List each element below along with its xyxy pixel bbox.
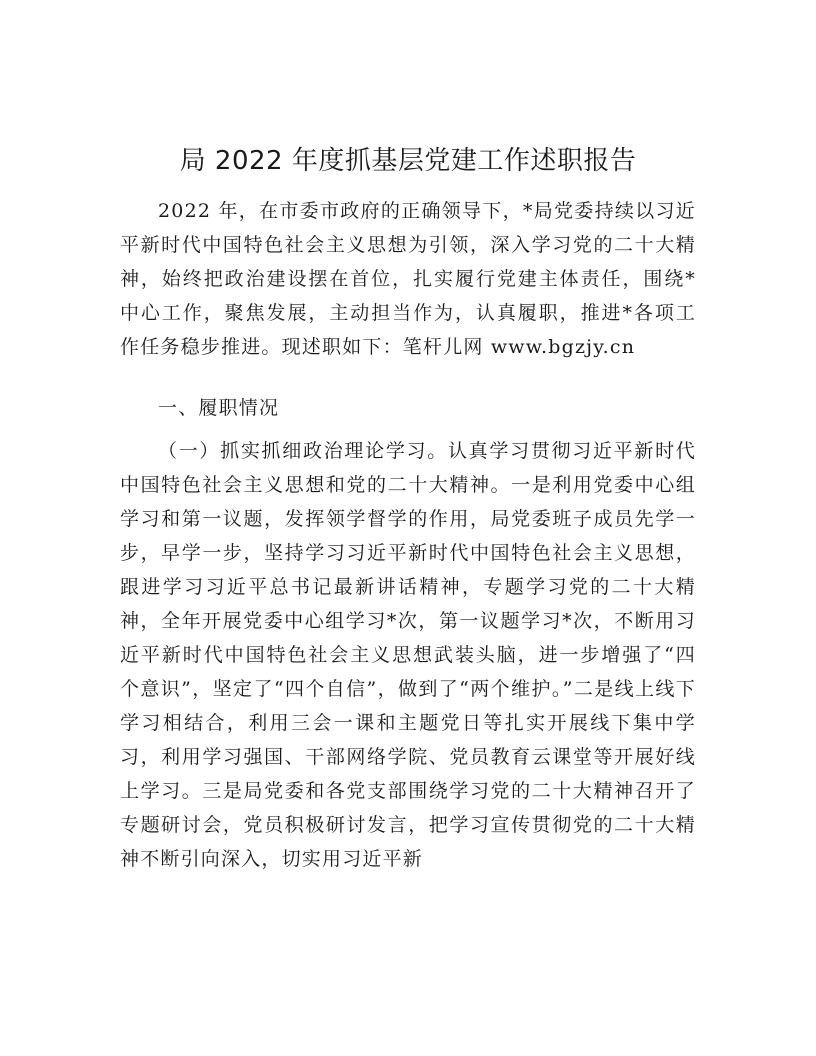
section-heading: 一、履职情况 <box>158 397 280 419</box>
document-title: 局 2022 年度抓基层党建工作述职报告 <box>179 146 637 176</box>
section-1-paragraph: （一）抓实抓细政治理论学习。认真学习贯彻习近平新时代中国特色社会主义思想和党的二十大精神。一是利用党委中心组学习和第一议题，发挥领学督学的作用，局党委班子成员先学一步，早学一步，坚持学习习近平新时代中国特色社会主义思想，跟进学习习近平总书记最新讲话精神，专题学习党的二十大精神，全年开展党委中心组学习*次，第一议题学习*次，不断用习近平新时代中国特色社会主义思想武装头脑，进一步增强了“四个意识”，坚定了“四个自信”，做到了“两个维护。”二是线上线下学习相结合，利用三会一课和主题党日等扎实开展线下集中学习，利用学习强国、干部网络学院、党员教育云课堂等开展好线上学习。三是局党委和各党支部围绕学习党的二十大精神召开了专题研讨会，党员积极研讨发言，把学习宣传贯彻党的二十大精神不断引向深入，切实用习近平新 <box>120 440 696 870</box>
intro-paragraph: 2022 年，在市委市政府的正确领导下，*局党委持续以习近平新时代中国特色社会主义思想为引领，深入学习党的二十大精神，始终把政治建设摆在首位，扎实履行党建主体责任，围绕*中心工作，聚焦发展，主动担当作为，认真履职，推进*各项工作任务稳步推进。现述职如下：笔杆儿网 www.bgzjy.cn <box>120 200 696 358</box>
